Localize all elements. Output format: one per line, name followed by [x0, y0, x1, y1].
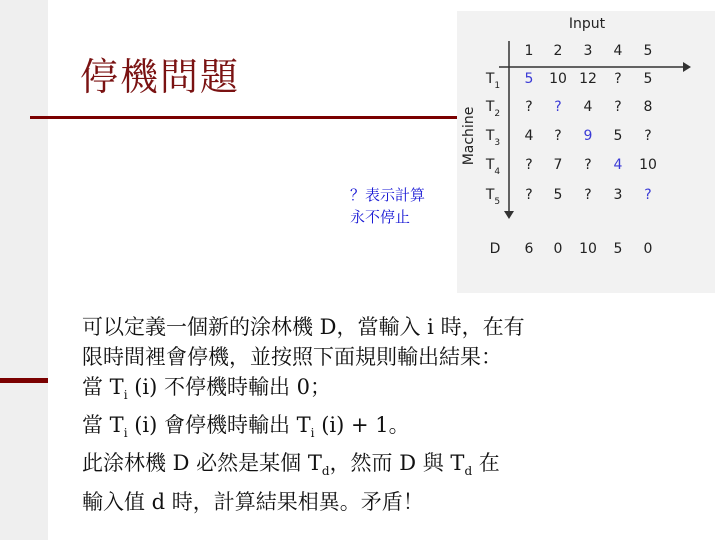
cell-T3-1: 4 — [524, 128, 534, 144]
body-line-3 — [82, 372, 702, 410]
row-label-T5: $T_5$ — [485, 187, 501, 207]
row-label-T4: $T_4$ — [485, 157, 501, 177]
cell-T2-1: ? — [525, 99, 533, 115]
machine-input-table — [457, 11, 715, 293]
cell-T5-1: ? — [525, 187, 533, 203]
body-line-4 — [82, 410, 702, 448]
column-header-5: 5 — [643, 43, 653, 59]
cell-D-5: 0 — [643, 241, 653, 257]
cell-T4-3: ? — [584, 157, 592, 173]
cell-D-4: 5 — [613, 241, 623, 257]
question-mark-note — [350, 184, 425, 228]
cell-T1-5: 5 — [643, 71, 653, 87]
left-sidebar-bar — [0, 0, 48, 540]
column-header-4: 4 — [613, 43, 623, 59]
cell-T3-2: ? — [554, 128, 562, 144]
slide-title: 停機問題 — [80, 55, 241, 99]
cell-T4-2: 7 — [553, 157, 563, 173]
body-line-5-mid: ，然而 D 與 T — [329, 451, 465, 476]
body-line-4-rest: (i) + 1。 — [314, 413, 410, 438]
cell-T3-5: ? — [644, 128, 652, 144]
row-label-T1: $T_1$ — [485, 71, 501, 91]
left-accent-line — [0, 378, 48, 383]
machine-label: Machine — [461, 106, 477, 166]
cell-T5-3: ? — [584, 187, 592, 203]
cell-D-2: 0 — [553, 241, 563, 257]
body-line-3-text: 當 T — [82, 375, 124, 399]
cell-T2-4: ? — [614, 99, 622, 115]
cell-T4-4: 4 — [613, 157, 623, 173]
body-line-5-text: 此涂林機 D 必然是某個 T — [82, 451, 322, 476]
body-line-3-sub: i — [123, 388, 128, 403]
body-line-5-sub: d — [321, 464, 330, 479]
body-line-3-rest: (i) 不停機時輸出 0； — [127, 375, 332, 399]
cell-T3-3: 9 — [583, 128, 593, 144]
cell-T5-4: 3 — [613, 187, 623, 203]
cell-T2-2: ? — [554, 99, 562, 115]
cell-T1-2: 10 — [549, 71, 567, 87]
title-divider — [30, 116, 470, 119]
body-line-5-rest: 在 — [472, 451, 500, 476]
body-line-2: 限時間裡會停機，並按照下面規則輸出結果： — [82, 345, 502, 369]
row-label-T3: $T_3$ — [485, 128, 501, 148]
cell-T2-3: 4 — [583, 99, 593, 115]
body-line-1: 可以定義一個新的涂林機 D，當輸入 i 時，在有 — [82, 315, 525, 339]
input-label: Input — [568, 16, 606, 32]
body-line-6: 輸入值 d 時，計算結果相異。矛盾！ — [82, 489, 424, 514]
note-line-1: ？表示計算 — [350, 186, 426, 204]
cell-T4-5: 10 — [639, 157, 657, 173]
cell-T5-5: ? — [644, 187, 652, 203]
diagonal-table-panel — [457, 11, 715, 293]
slide-body — [82, 312, 702, 517]
note-line-2: 永不停止 — [350, 208, 411, 226]
body-line-4-text: 當 T — [82, 413, 124, 438]
row-label-T2: $T_2$ — [485, 99, 501, 119]
cell-T5-2: 5 — [553, 187, 563, 203]
cell-D-3: 10 — [579, 241, 597, 257]
column-header-1: 1 — [524, 43, 534, 59]
column-header-3: 3 — [583, 43, 593, 59]
cell-T4-1: ? — [525, 157, 533, 173]
cell-T2-5: 8 — [643, 99, 653, 115]
body-line-5-sub2: d — [464, 464, 473, 479]
input-arrow-head — [683, 62, 691, 72]
cell-T1-1: 5 — [524, 71, 534, 87]
column-header-2: 2 — [553, 43, 563, 59]
machine-arrow-head — [504, 211, 514, 219]
body-line-4-mid: (i) 會停機時輸出 T — [127, 413, 311, 438]
cell-T3-4: 5 — [613, 128, 623, 144]
cell-T1-3: 12 — [579, 71, 597, 87]
body-line-4-sub: i — [123, 426, 128, 441]
cell-T1-4: ? — [614, 71, 622, 87]
cell-D-1: 6 — [524, 241, 534, 257]
body-line-4-sub2: i — [310, 426, 315, 441]
row-label-D: D — [489, 241, 501, 257]
body-line-5 — [82, 448, 702, 486]
